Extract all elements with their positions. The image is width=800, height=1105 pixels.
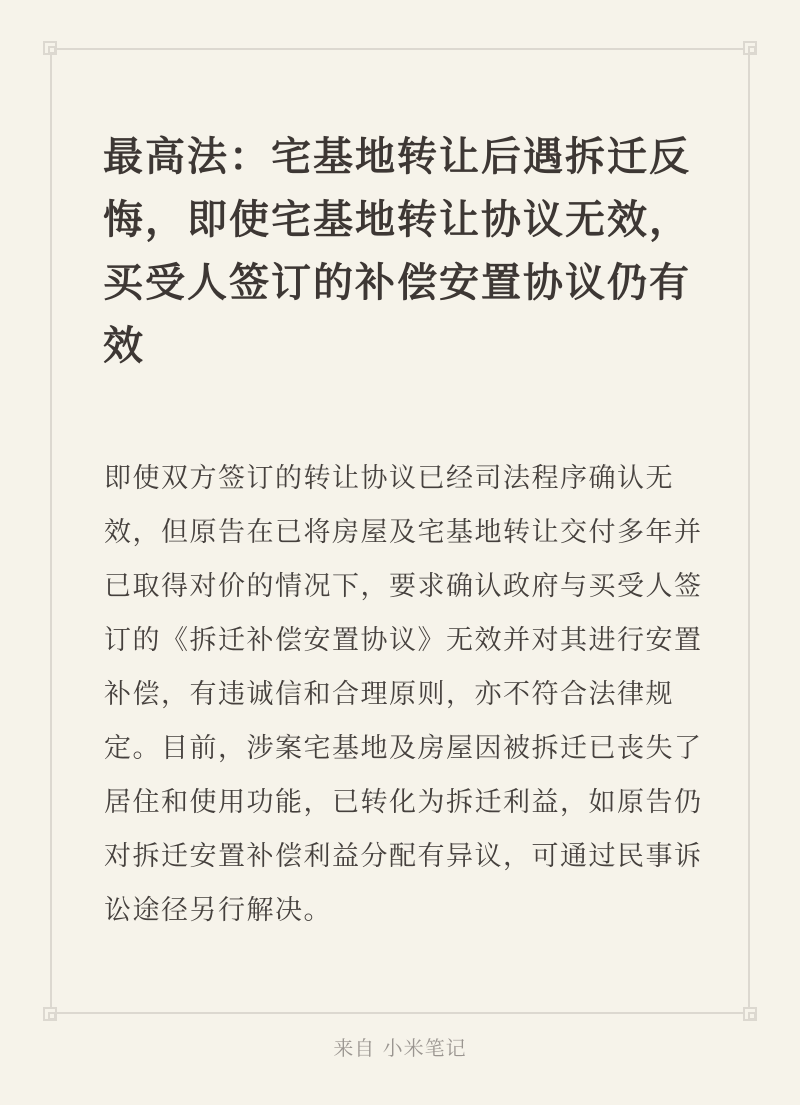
note-title: 最高法：宅基地转让后遇拆迁反悔，即使宅基地转让协议无效，买受人签订的补偿安置协议仍有效 (103, 134, 691, 369)
frame-corner-ornament (743, 41, 757, 55)
note-body: 即使双方签订的转让协议已经司法程序确认无效，但原告在已将房屋及宅基地转让交付多年并已取得对价的情况下，要求确认政府与买受人签订的《拆迁补偿安置协议》无效并对其进行安置补偿，有违诚信和合理原则，亦不符合法律规定。目前，涉案宅基地及房屋因被拆迁已丧失了居住和使用功能，已转化为拆迁利益，如原告仍对拆迁安置补偿利益分配有异议，可通过民事诉讼途径另行解决。 (104, 463, 703, 926)
frame-corner-ornament (743, 1007, 757, 1021)
source-footer: 来自 小米笔记 (333, 1036, 467, 1060)
frame-corner-ornament (43, 41, 57, 55)
frame-corner-ornament (43, 1007, 57, 1021)
